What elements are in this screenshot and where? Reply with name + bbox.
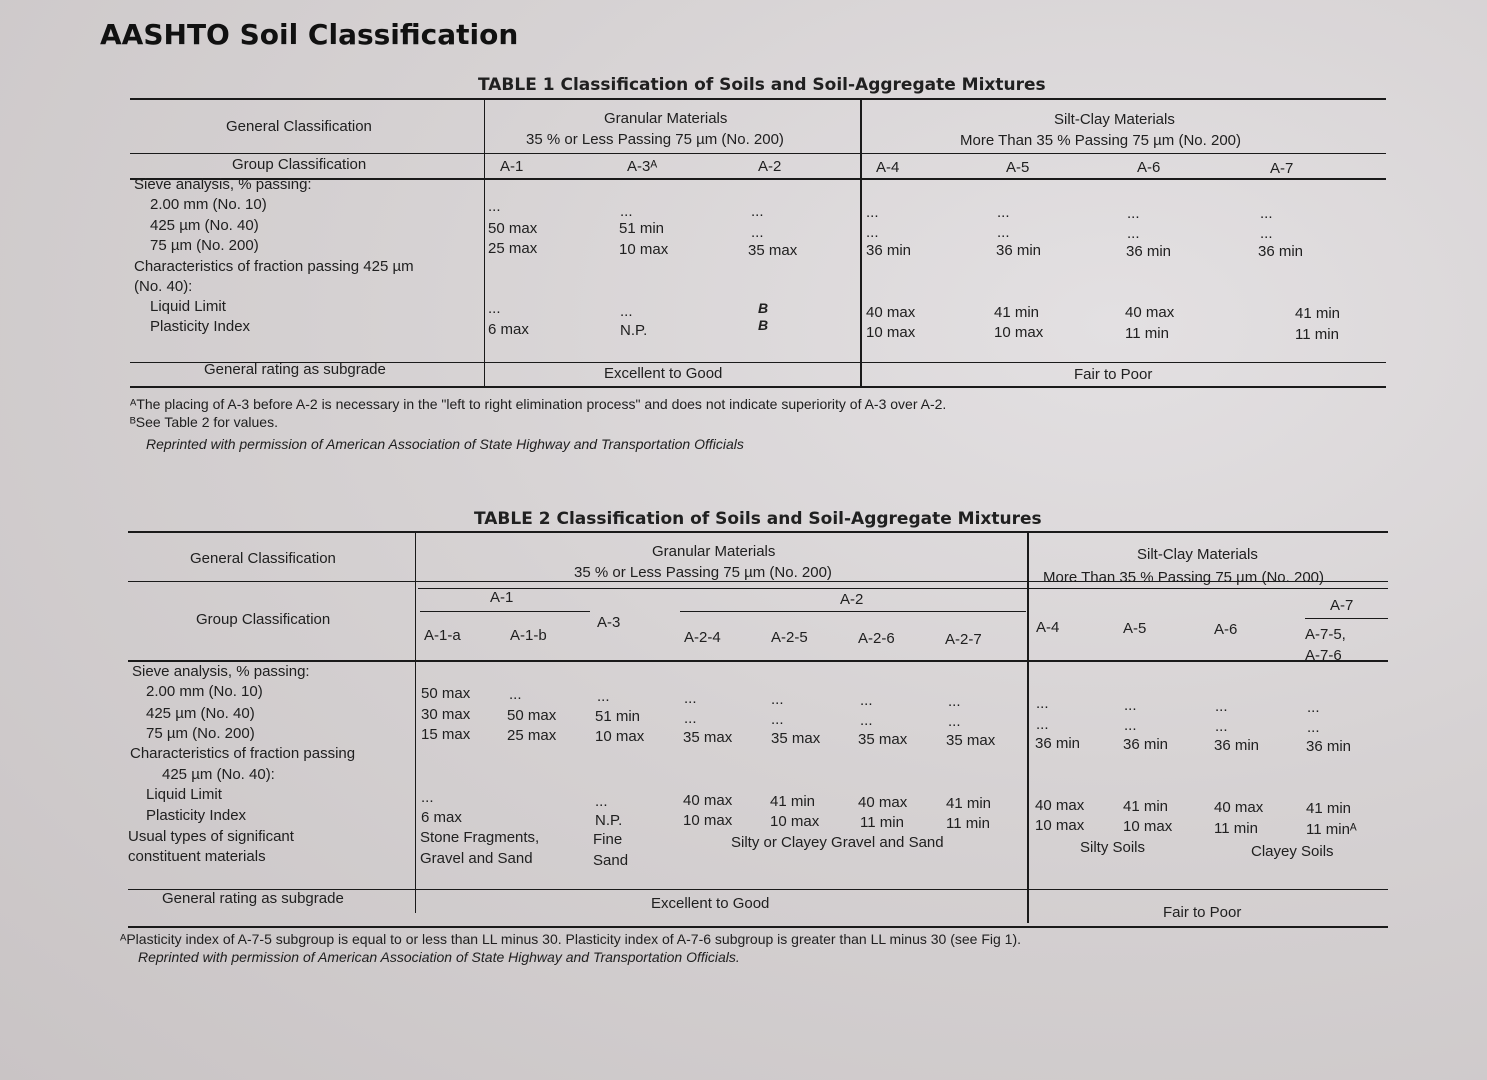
table1-siltclay-title: Silt-Clay Materials [1054, 111, 1175, 128]
table1-group-a6: A-6 [1137, 159, 1161, 176]
table2-subgroup-a76: A-7-6 [1305, 647, 1342, 664]
table1-reprint-note: Reprinted with permission of American Association of State Highway and Transportation Officials [146, 436, 744, 452]
table2-cell: 35 max [858, 731, 908, 748]
table1-cell: 35 max [748, 242, 798, 259]
table1-group-a1: A-1 [500, 158, 524, 175]
table2-cell: 6 max [421, 809, 462, 826]
table1-cell: N.P. [620, 322, 648, 339]
table1-group-a2: A-2 [758, 158, 782, 175]
table2-cell: ... [421, 789, 434, 806]
table1-general-classification-label: General Classification [226, 118, 372, 135]
table2-cell: 41 min [770, 793, 816, 810]
table2-group-rule [128, 660, 1388, 662]
table2-cell: 41 min [946, 795, 992, 812]
table1-cell: 36 min [1258, 243, 1304, 260]
table2-subgroup-a75: A-7-5, [1305, 626, 1346, 643]
table2-cell: ... [1215, 718, 1228, 735]
table1-cell: B [758, 317, 769, 333]
table2-row-no10: 2.00 mm (No. 10) [146, 683, 263, 700]
table2-cell: 40 max [1214, 799, 1264, 816]
table2-cell: 50 max [507, 707, 557, 724]
table2-cell: ... [1307, 719, 1320, 736]
table2-title: TABLE 2 Classification of Soils and Soil-Aggregate Mixtures [474, 509, 1042, 529]
table2-a7-rule [1305, 618, 1388, 619]
table2-cell: ... [860, 692, 873, 709]
table1-cell: 41 min [1295, 305, 1341, 322]
table1-row-pi: Plasticity Index [150, 318, 251, 335]
table2-subgroup-a26: A-2-6 [858, 630, 895, 647]
table2-col-divider [415, 533, 416, 913]
table1-top-rule [130, 98, 1386, 100]
table2-cell: ... [597, 688, 610, 705]
table2-cell: 35 max [771, 730, 821, 747]
table2-footnote-a: ᴬPlasticity index of A-7-5 subgroup is equal to or less than LL minus 30. Plasticity index of A-7-6 subgroup is greater than LL minus 30 (see Fig 1). [120, 931, 1022, 947]
table2-cell: 40 max [1035, 797, 1085, 814]
table1-col-divider [484, 100, 485, 386]
table1-row-no10: 2.00 mm (No. 10) [150, 196, 267, 213]
table1-row-char1: Characteristics of fraction passing 425 µm [134, 258, 414, 275]
table1-cell: 11 min [1125, 325, 1169, 342]
table1-footnote-b: ᴮSee Table 2 for values. [130, 414, 278, 430]
table2-cell: 10 max [770, 813, 820, 830]
table1-cell: 41 min [994, 304, 1040, 321]
table2-subgroup-a6: A-6 [1214, 621, 1238, 638]
table1-cell: 25 max [488, 240, 538, 257]
table2-cell: ... [1307, 699, 1320, 716]
table2-cell: ... [1036, 716, 1049, 733]
table2-group-classification-label: Group Classification [196, 611, 331, 628]
table1-cell: ... [1127, 205, 1140, 222]
table2-cell: 10 max [1123, 818, 1173, 835]
table1-cell: ... [866, 204, 879, 221]
table1-cell: 40 max [1125, 304, 1175, 321]
table1-cell: 10 max [994, 324, 1044, 341]
table2-row-ll: Liquid Limit [146, 786, 222, 803]
table2-cell: ... [948, 693, 961, 710]
table2-cell: 41 min [1123, 798, 1169, 815]
table2-cell: 10 max [595, 728, 645, 745]
table2-cell: ... [684, 690, 697, 707]
table2-rating-granular: Excellent to Good [651, 895, 770, 912]
table2-row-char2: 425 µm (No. 40): [162, 766, 275, 783]
table2-a1-rule [420, 611, 590, 612]
table1-cell: ... [751, 224, 764, 241]
table1-cell: ... [620, 203, 633, 220]
table2-cell: ... [1036, 695, 1049, 712]
table2-bottom-rule [128, 926, 1388, 928]
table2-cell: 30 max [421, 706, 471, 723]
table2-material-clayey: Clayey Soils [1251, 843, 1334, 860]
table2-material-a1-line1: Stone Fragments, [420, 829, 540, 846]
table1-cell: 50 max [488, 220, 538, 237]
table1-row-no200: 75 µm (No. 200) [150, 237, 259, 254]
table1-group-a5: A-5 [1006, 159, 1030, 176]
table2-cell: ... [684, 710, 697, 727]
table2-material-a3-line1: Fine [593, 831, 623, 848]
table1-cell: ... [1260, 225, 1273, 242]
table1-cell: ... [751, 203, 764, 220]
table1-cell: 10 max [619, 241, 669, 258]
table2-row-no40: 425 µm (No. 40) [146, 705, 255, 722]
table2-cell: ... [1215, 698, 1228, 715]
table2-subgroup-a3: A-3 [597, 614, 621, 631]
table1-group-a7: A-7 [1270, 160, 1294, 177]
table1-rating-granular: Excellent to Good [604, 365, 723, 382]
table2-group-a7: A-7 [1330, 597, 1354, 614]
table1-granular-sub: 35 % or Less Passing 75 µm (No. 200) [526, 131, 784, 148]
table2-cell: 15 max [421, 726, 471, 743]
table2-cell: 11 min [860, 814, 904, 831]
table2-cell: ... [860, 712, 873, 729]
table1-cell: 40 max [866, 304, 916, 321]
table2-material-a3-line2: Sand [593, 852, 629, 869]
table2-subgroup-a5: A-5 [1123, 620, 1147, 637]
table2-top-rule [128, 531, 1388, 533]
table1-row-sieve: Sieve analysis, % passing: [134, 176, 312, 193]
table2-rating-siltclay: Fair to Poor [1163, 904, 1242, 921]
table2-group-a1: A-1 [490, 589, 514, 606]
table2-subgroup-a4: A-4 [1036, 619, 1060, 636]
table2-cell: 36 min [1035, 735, 1081, 752]
table2-cell: ... [948, 713, 961, 730]
table2-general-classification-label: General Classification [190, 550, 336, 567]
table2-siltclay-title: Silt-Clay Materials [1137, 546, 1258, 563]
table2-granular-title: Granular Materials [652, 543, 776, 560]
table2-cell: ... [771, 711, 784, 728]
table2-row-usual2: constituent materials [128, 848, 266, 865]
table2-cell: ... [1124, 697, 1137, 714]
table2-subgroup-a27: A-2-7 [945, 631, 982, 648]
table2-cell: 51 min [595, 708, 641, 725]
table1-footnote-a: ᴬThe placing of A-3 before A-2 is necessary in the "left to right elimination process" and does not indicate superiority of A-3 over A-2. [130, 396, 947, 412]
table2-subgroup-a25: A-2-5 [771, 629, 808, 646]
table2-cell: ... [771, 691, 784, 708]
table2-cell: 25 max [507, 727, 557, 744]
table2-subheader-rule [418, 588, 1388, 589]
table1-group-rule [130, 178, 1386, 180]
table2-cell: 35 max [683, 729, 733, 746]
table2-cell: 41 min [1306, 800, 1352, 817]
table1-row-ll: Liquid Limit [150, 298, 226, 315]
table1-cell: ... [488, 198, 501, 215]
table1-cell: ... [1127, 225, 1140, 242]
table2-granular-divider [1027, 533, 1029, 923]
table1-row-char2: (No. 40): [134, 278, 193, 295]
table1-cell: ... [866, 224, 879, 241]
table1-cell: 36 min [866, 242, 912, 259]
table2-group-a2: A-2 [840, 591, 864, 608]
table2-material-a1-line2: Gravel and Sand [420, 850, 533, 867]
table2-row-pi: Plasticity Index [146, 807, 247, 824]
table2-cell: 36 min [1306, 738, 1352, 755]
table1-cell: ... [620, 303, 633, 320]
table1-siltclay-sub: More Than 35 % Passing 75 µm (No. 200) [960, 132, 1242, 149]
table2-cell: 10 max [683, 812, 733, 829]
table2-subgroup-a1b: A-1-b [510, 627, 547, 644]
table1-cell: 6 max [488, 321, 529, 338]
table1-group-a4: A-4 [876, 159, 900, 176]
table1-cell: ... [997, 204, 1010, 221]
table2-cell: 40 max [858, 794, 908, 811]
table1-group-classification-label: Group Classification [232, 156, 367, 173]
table1-cell: ... [1260, 205, 1273, 222]
table2-cell: 11 min [1214, 820, 1258, 837]
table2-cell: 36 min [1214, 737, 1260, 754]
table2-row-sieve: Sieve analysis, % passing: [132, 663, 310, 680]
table2-reprint-note: Reprinted with permission of American Association of State Highway and Transportation Officials. [138, 949, 740, 965]
table1-cell: 51 min [619, 220, 665, 237]
table2-cell: ... [1124, 717, 1137, 734]
table2-row-char1: Characteristics of fraction passing [130, 745, 356, 762]
table2-cell: 50 max [421, 685, 471, 702]
table2-rating-label: General rating as subgrade [162, 890, 344, 907]
table1-granular-divider [860, 100, 862, 386]
table1-row-no40: 425 µm (No. 40) [150, 217, 259, 234]
table2-cell: 10 max [1035, 817, 1085, 834]
table1-rating-siltclay: Fair to Poor [1074, 366, 1153, 383]
table2-a2-rule [680, 611, 1026, 612]
table2-cell: 36 min [1123, 736, 1169, 753]
table1-cell: 36 min [1126, 243, 1172, 260]
table2-siltclay-sub: More Than 35 % Passing 75 µm (No. 200) [1043, 569, 1325, 586]
table1-granular-title: Granular Materials [604, 110, 728, 127]
table1-bottom-rule [130, 386, 1386, 388]
table2-cell: N.P. [595, 812, 623, 829]
table2-cell: ... [509, 686, 522, 703]
table2-row-usual1: Usual types of significant [128, 828, 294, 845]
table1-cell: ... [488, 300, 501, 317]
table2-cell: 11 minᴬ [1306, 821, 1357, 838]
table1-cell: 10 max [866, 324, 916, 341]
table2-cell: 11 min [946, 815, 990, 832]
table2-subgroup-a1a: A-1-a [424, 627, 461, 644]
table2-subgroup-a24: A-2-4 [684, 629, 721, 646]
table1-header-rule [130, 153, 1386, 154]
table2-row-no200: 75 µm (No. 200) [146, 725, 255, 742]
table2-granular-sub: 35 % or Less Passing 75 µm (No. 200) [574, 564, 832, 581]
table2-cell: ... [595, 793, 608, 810]
table1-title: TABLE 1 Classification of Soils and Soil-Aggregate Mixtures [478, 75, 1046, 95]
table1-cell: B [758, 300, 769, 316]
table2-cell: 35 max [946, 732, 996, 749]
table1-rating-label: General rating as subgrade [204, 361, 386, 378]
page-title: AASHTO Soil Classification [100, 18, 519, 51]
table2-cell: 40 max [683, 792, 733, 809]
table1-cell: ... [997, 224, 1010, 241]
table1-cell: 36 min [996, 242, 1042, 259]
table1-group-a3: A-3ᴬ [627, 158, 658, 175]
table2-material-a2: Silty or Clayey Gravel and Sand [731, 834, 944, 851]
table2-material-silty: Silty Soils [1080, 839, 1146, 856]
table1-cell: 11 min [1295, 326, 1339, 343]
